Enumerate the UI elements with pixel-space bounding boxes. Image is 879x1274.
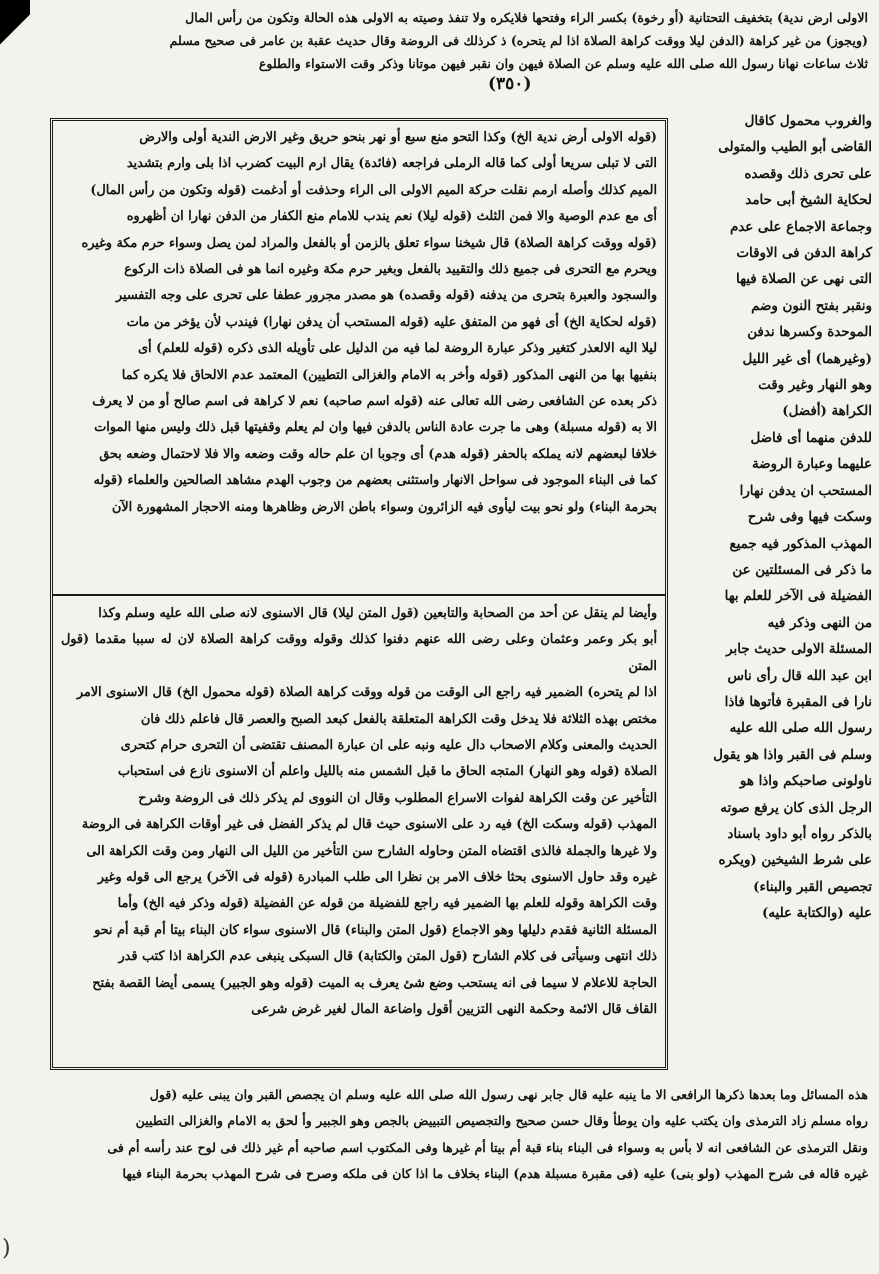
- text-line: غيره وقد حاول الاسنوى بحثا خلاف الامر بن نظرا الى طلب المبادرة (قوله فى الآخر) يرجع الى قوله وغير: [97, 870, 657, 886]
- text-line: لحكاية الشيخ أبى حامد: [745, 192, 872, 209]
- text-line: وسكت فيها وفى شرح: [747, 509, 872, 526]
- text-line: غيره قاله فى شرح المهذب (ولو بنى) عليه (فى مقبرة مسبلة هدم) البناء بخلاف ما اذا كان فى ملكه وصرح فى شرح المهذب بحرمة البناء فيها: [122, 1166, 868, 1182]
- text-line: والسجود والعبرة بتحرى من يدفنه (قوله وقصده) هو مصدر مجرور عطفا على تحرى على وجه التفسير: [115, 288, 657, 304]
- text-line: الفضيلة فى الآخر للعلم بها: [724, 588, 872, 605]
- text-line: التى نهى عن الصلاة فيها: [735, 271, 872, 288]
- text-line: نارا فى المقبرة فأتوها فاذا: [724, 693, 872, 710]
- text-line: الكراهة (أفضل): [782, 403, 872, 420]
- side-column-text: [672, 108, 872, 927]
- commentary-divider: [53, 594, 665, 596]
- text-line: ونقبر بفتح النون وضم: [751, 297, 872, 314]
- text-line: ويحرم مع التحرى فى جميع ذلك والتقييد بالفعل وبغير حرم مكة وغيره انما هو فى الصلاة ذات الركوع: [124, 262, 657, 278]
- text-line: وجماعة الاجماع على عدم: [729, 218, 872, 235]
- text-line: أبو بكر وعمر وعثمان وعلى رضى الله عنهم دفنوا كذلك وقوله ووقت كراهة الصلاة لان له سببا مقدما (قول المتن: [61, 632, 657, 674]
- text-line: وقت الكراهة وقوله للعلم بها الضمير فيه راجع للفضيلة من قوله عن الفضيلة (قوله وذكر فيه الخ) وأما: [117, 896, 657, 912]
- text-line: عليه (والكتابة عليه): [762, 905, 872, 922]
- text-line: على شرط الشيخين (ويكره: [718, 852, 872, 869]
- text-line: الموحدة وكسرها ندفن: [747, 324, 872, 341]
- text-line: الاولى ارض ندية) بتخفيف التحتانية (أو رخوة) بكسر الراء وفتحها فلايكره ولا تنفذ وصيته به الاولى هذه الحالة وتكون من رأس المال: [185, 10, 868, 25]
- text-line: ذكر بعده عن الشافعى رضى الله تعالى عنه (قوله اسم صاحبه) نعم لا كراهة فى اسم صالح أو من لا يعرف: [92, 394, 657, 410]
- text-line: ناولونى صاحبكم واذا هو: [739, 773, 872, 790]
- text-line: الا به (قوله مسبلة) وهى ما جرت عادة الناس بالدفن فيها وان لم يعلم وقفيتها قبل ذلك وليس منها الموات: [94, 420, 657, 436]
- text-line: من النهى وذكر فيه: [767, 614, 872, 631]
- text-line: الرجل الذى كان يرفع صوته: [720, 799, 872, 816]
- text-line: التأخير عن وقت الكراهة لفوات الاسراع المطلوب وقال ان النووى لم يذكر ذلك فى الروضة وشرح: [138, 790, 657, 806]
- text-line: خلافا لبعضهم لانه يملكه بالحفر (قوله هدم) أى وجوبا ان علم حاله وقت وضعه والا فلا لاحتمال وضعه بحق: [99, 446, 657, 462]
- text-line: الحاجة للاعلام لا سيما فى انه يستحب وضع شئ يعرف به الميت (قوله وهو الجبير) يسمى أيضا القصة بفتح: [92, 975, 657, 991]
- bottom-main-text: [60, 1082, 868, 1188]
- commentary-upper: [61, 125, 657, 590]
- text-line: ما ذكر فى المسئلتين عن: [732, 561, 872, 578]
- text-line: وأيضا لم ينقل عن أحد من الصحابة والتابعين (قول المتن ليلا) قال الاسنوى لانه صلى الله عليه وسلم وكذا: [98, 606, 657, 621]
- text-line: وسلم فى القبر واذا هو يقول: [713, 746, 872, 763]
- text-line: على تحرى ذلك وقصده: [744, 165, 872, 182]
- text-line: اذا لم يتحره) الضمير فيه راجع الى الوقت من قوله ووقت كراهة الصلاة (قوله محمول الخ) قال الاسنوى الامر: [76, 685, 657, 701]
- text-line: تجصيص القبر والبناء): [753, 878, 872, 895]
- text-line: ونقل الترمذى عن الشافعى انه لا بأس به وسواء فى البناء بناء قبة أم بيتا أم غيرها وفى المكتوب اسم صاحبه أم غير ذلك فى لوح عند رأسه أم فى: [107, 1139, 868, 1155]
- text-line: ولا غيرها والجملة فالذى اقتضاه المتن وحاوله الشارح سن التأخير من الليل الى النهار ومن وقت الكراهة الى: [86, 843, 657, 859]
- text-line: للدفن منهما أى فاضل: [750, 429, 872, 446]
- commentary-lower: [61, 601, 657, 1061]
- page-number: (٣٥٠): [488, 74, 532, 94]
- text-line: ليلا اليه الالعذر كتغير وذكر عبارة الروضة لما فيه من الدليل على تأويله الذى ذكره (قوله للعلم) أى: [138, 341, 657, 357]
- text-line: رواه مسلم زاد الترمذى وان يكتب عليه وان يوطأ وقال حسن صحيح والتجصيص التبييض بالجص وهو الجبير وأ لحق به الامام والغزالى التطيين: [135, 1113, 868, 1129]
- text-line: عليهما وعبارة الروضة: [751, 456, 872, 473]
- commentary-box: [50, 118, 668, 1070]
- text-line: كما فى البناء الموجود فى سواحل الانهار واستثنى بعضهم من وجوب الهدم مشاهد الصالحين والعلماء (قوله: [93, 473, 657, 489]
- text-line: هذه المسائل وما بعدها ذكرها الرافعى الا ما ينبه عليه قال جابر نهى رسول الله صلى الله عليه وسلم ان يجصص القبر وان يبنى عليه (قول: [149, 1087, 868, 1102]
- text-line: القاف قال الائمة وحكمة النهى التزيين أقول واضاعة المال لغير غرض شرعى: [251, 1002, 657, 1018]
- text-line: ذلك انتهى وسيأتى فى كلام الشارح (قول المتن والكتابة) قال السبكى ينبغى عدم الكراهة اذا كتب قدر: [118, 949, 657, 965]
- text-line: مختص بهذه الثلاثة فلا يدخل وقت الكراهة المتعلقة بالفعل كبعد الصبح والعصر قال فاعلم ذلك فان: [140, 711, 657, 727]
- text-line: التى لا تبلى سريعا أولى كما قاله الرملى فراجعه (فائدة) يقال ارم البيت كضرب اذا بلى وارم بتشديد: [126, 156, 657, 172]
- scan-corner-shadow: [0, 0, 30, 50]
- text-line: كراهة الدفن فى الاوقات: [736, 245, 872, 262]
- text-line: الحديث والمعنى وكلام الاصحاب دال عليه ونبه على ان عبارة المصنف تقتضى أن التحرى حرام كتحرى: [120, 738, 657, 754]
- text-line: (قوله ووقت كراهة الصلاة) قال شيخنا سواء تعلق بالزمن أو بالفعل والمراد لمن يصل وسواء حرم مكة وغيره: [81, 235, 657, 251]
- text-line: وهو النهار وغير وقت: [758, 377, 872, 394]
- page-number-row: [0, 72, 879, 100]
- text-line: القاضى أبو الطيب والمتولى: [718, 139, 872, 156]
- text-line: ثلاث ساعات نهانا رسول الله صلى الله عليه وسلم عن الصلاة فيهن وان نقبر فيهن موتانا وذكر وقت الاستواء والطلوع: [258, 56, 868, 71]
- text-line: (قوله لحكاية الخ) أى فهو من المتفق عليه (قوله المستحب أن يدفن نهارا) فيندب لأن يؤخر من مات: [126, 314, 657, 330]
- text-line: الميم كذلك وأصله ارمم نقلت حركة الميم الاولى الى الراء وحذفت أو أدغمت (قوله وتكون من رأس المال): [90, 182, 657, 198]
- text-line: (وغيرهما) أى غير الليل: [742, 350, 872, 367]
- text-line: المسئلة الاولى حديث جابر: [726, 641, 872, 658]
- text-line: المستحب ان يدفن نهارا: [739, 482, 872, 499]
- text-line: بنفيها بها من النهى المذكور (قوله وأخر به الامام والغزالى التطيين) المعتمد عدم الالحاق فلا يكره كما: [121, 367, 657, 383]
- text-line: بحرمة البناء) ولو نحو بيت ليأوى فيه الزائرون وسواء باطن الارض وظاهرها ومنه الاحجار المشهورة الآن: [111, 499, 657, 515]
- text-line: المهذب المذكور فيه جميع: [729, 535, 872, 552]
- text-line: أى مع عدم الوصية والا فمن الثلث (قوله ليلا) نعم يندب للامام منع الكفار من الدفن نهارا ان أظهروه: [126, 209, 657, 225]
- text-line: رسول الله صلى الله عليه: [729, 720, 872, 737]
- top-main-text: [78, 6, 868, 75]
- text-line: (قوله الاولى أرض ندية الخ) وكذا التحو منع سبع أو نهر بنحو حريق وغير الارض الندية أولى والارض: [139, 130, 657, 145]
- text-line: بالذكر رواه أبو داود باسناد: [727, 825, 872, 842]
- margin-mark: ): [2, 1236, 11, 1261]
- text-line: والغروب محمول كاقال: [744, 113, 872, 129]
- text-line: المسئلة الثانية فقدم دليلها وهو الاجماع (قول المتن والبناء) قال الاسنوى سواء كان البناء بيتا أم قبة أم نحو: [94, 922, 657, 938]
- text-line: المهذب (قوله وسكت الخ) فيه رد على الاسنوى حيث قال لم يذكر الفضل فى غير أوقات الكراهة فى الروضة: [81, 817, 657, 833]
- text-line: ابن عبد الله قال رأى ناس: [727, 667, 872, 684]
- text-line: (ويجوز) من غير كراهة (الدفن ليلا ووقت كراهة الصلاة اذا لم يتحره) ذ كرذلك فى الروضة وقال حديث عقبة بن عامر فى صحيح مسلم: [169, 33, 868, 48]
- text-line: الصلاة (قوله وهو النهار) المتجه الحاق ما قبل الشمس منه بالليل واعلم أن الاسنوى نازع فى استحباب: [117, 764, 657, 780]
